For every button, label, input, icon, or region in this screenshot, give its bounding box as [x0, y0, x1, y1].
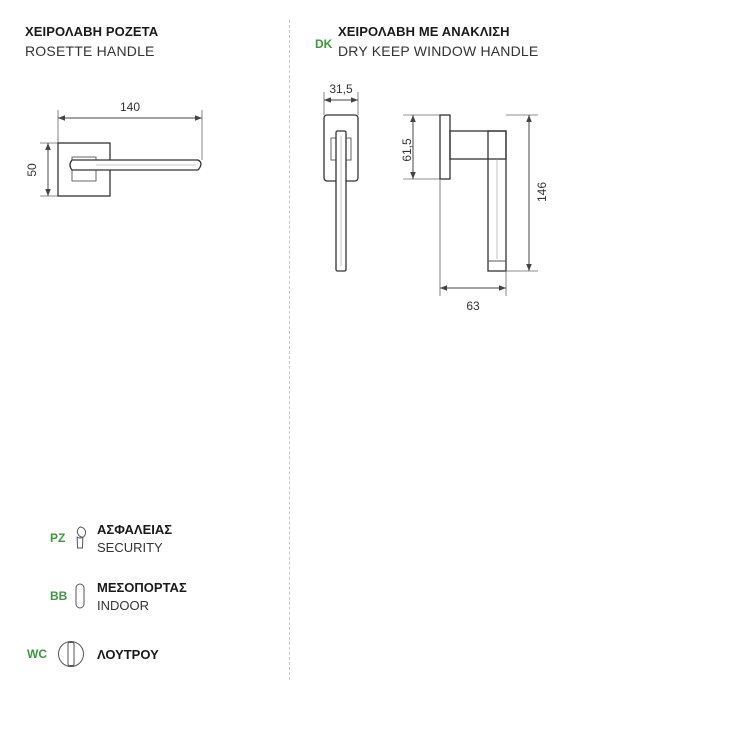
window-title-greek: ΧΕΙΡΟΛΑΒΗ ΜΕ ΑΝΑΚΛΙΣΗ — [338, 24, 510, 39]
bathroom-turn-icon — [56, 639, 86, 669]
window-code-label: DK — [315, 37, 333, 51]
side-plate — [440, 115, 450, 179]
side-spindle-block — [450, 131, 506, 159]
side-dimension-plate-label: 61,5 — [400, 138, 414, 162]
slot-icon — [74, 582, 86, 610]
rosette-title-english: ROSETTE HANDLE — [25, 43, 155, 59]
legend-code-bb: BB — [50, 589, 68, 603]
legend-label-greek-bb: ΜΕΣΟΠΟΡΤΑΣ — [97, 580, 187, 595]
front-dimension-label: 31,5 — [329, 82, 353, 96]
rosette-handle-drawing — [0, 0, 290, 260]
legend-label-greek-pz: ΑΣΦΑΛΕΙΑΣ — [97, 522, 173, 537]
legend-label-english-pz: SECURITY — [97, 540, 163, 555]
window-handle-drawing — [300, 70, 560, 320]
legend-label-english-bb: INDOOR — [97, 598, 149, 613]
dimension-label-width: 140 — [119, 100, 141, 114]
legend-code-pz: PZ — [50, 531, 66, 545]
keyhole-icon — [72, 525, 88, 551]
window-title-english: DRY KEEP WINDOW HANDLE — [338, 43, 539, 59]
rosette-title-greek: ΧΕΙΡΟΛΑΒΗ ΡΟΖΕΤΑ — [25, 24, 159, 39]
legend-code-wc: WC — [27, 647, 47, 661]
dimension-label-height: 50 — [25, 163, 39, 177]
side-dimension-projection-label: 63 — [466, 299, 480, 313]
side-dimension-total-label: 146 — [535, 181, 549, 203]
legend-label-greek-wc: ΛΟΥΤΡΟΥ — [97, 647, 159, 662]
